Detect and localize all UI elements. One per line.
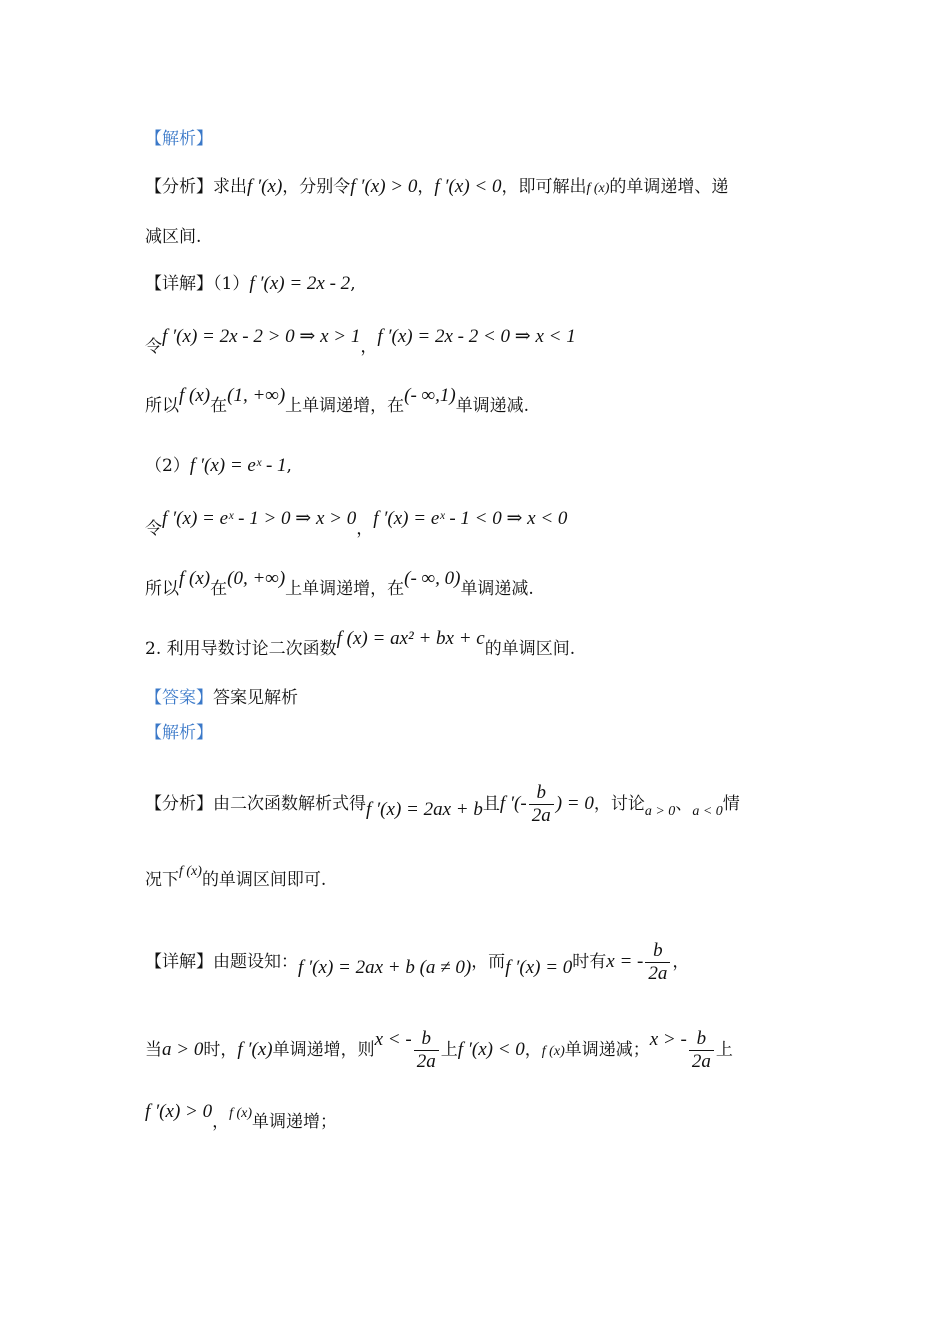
math-expression: f ′(x) = 2x - 2 < 0 ⇒ x < 1: [377, 326, 576, 347]
paragraph-detail-9: [145, 1101, 810, 1136]
math-expression: (- ∞,1): [404, 385, 456, 406]
text: 上: [715, 1040, 733, 1060]
text: 单调递减；: [564, 1040, 650, 1060]
paragraph-detail-2: [145, 326, 810, 359]
text: 当: [145, 1040, 162, 1060]
paragraph-analysis-3: [145, 782, 810, 827]
numerator: b: [653, 940, 663, 961]
math-expression: f ′(x) < 0: [434, 176, 502, 197]
paragraph-analysis-1: [145, 175, 810, 201]
math-expression: (1, +∞): [227, 385, 286, 406]
math-expression: f ′(x) = 2ax + b (a ≠ 0): [298, 957, 472, 978]
paragraph-detail-7: [145, 940, 810, 985]
math-expression: f ′(x) = 0: [505, 957, 573, 978]
text: 所以: [145, 396, 179, 416]
text: 的单调递增、递: [609, 177, 729, 197]
paragraph-detail-5: [145, 508, 810, 541]
math-expression: f ′(x) = 2x - 2 > 0 ⇒ x > 1: [162, 326, 361, 347]
text: 在: [210, 396, 228, 416]
math-expression: f (x): [586, 181, 610, 196]
math-expression: f ′(x) > 0: [350, 176, 418, 197]
math-expression: f ′(x): [237, 1039, 273, 1060]
text: 的单调区间即可.: [201, 870, 327, 890]
math-expression: f ′(x) < 0: [457, 1039, 525, 1060]
text: 【分析】由二次函数解析式得: [145, 794, 366, 814]
text: 令: [145, 337, 162, 357]
section-label-answer: 【答案】: [145, 688, 213, 708]
text: ，: [524, 1040, 542, 1060]
paragraph-analysis-4: [145, 864, 810, 894]
math-expression: f (x) = ax² + bx + c: [336, 628, 485, 649]
math-expression: x = -: [606, 951, 644, 972]
text: ，: [356, 519, 374, 539]
denominator: 2a: [414, 1050, 439, 1073]
paragraph-detail-3: [145, 385, 810, 418]
section-label-analysis-2: 【解析】: [145, 723, 213, 743]
math-expression: a > 0: [162, 1039, 204, 1060]
denominator: 2a: [689, 1050, 714, 1073]
text: 单调递增；: [252, 1112, 338, 1132]
numerator: b: [696, 1028, 707, 1049]
paragraph-detail-1: [145, 272, 810, 296]
text: ，: [360, 337, 378, 357]
text: ,: [286, 456, 292, 476]
text: ，: [212, 1112, 230, 1132]
text: 时，: [203, 1040, 238, 1060]
paragraph-detail-4: [145, 454, 810, 478]
math-expression: f ′(-: [499, 793, 527, 814]
math-expression: a > 0: [644, 804, 676, 819]
text: 【详解】由题设知：: [145, 952, 298, 972]
text: （2）: [145, 456, 190, 476]
math-expression: f (x): [179, 568, 211, 589]
math-expression: f ′(x) = eˣ - 1 < 0 ⇒ x < 0: [373, 508, 568, 529]
text: 2. 利用导数讨论二次函数: [145, 639, 337, 659]
math-expression: f ′(x) = 2ax + b: [366, 799, 483, 820]
paragraph-detail-8: [145, 1028, 810, 1073]
section-label-analysis: 【解析】: [145, 129, 213, 149]
fraction: [645, 940, 670, 985]
text: ，讨论: [593, 794, 645, 814]
math-expression: (- ∞, 0): [404, 568, 461, 589]
text: 令: [145, 519, 162, 539]
text: ，即可解出: [501, 177, 587, 197]
text: 【详解】（1）: [145, 274, 250, 294]
text: 上: [440, 1040, 458, 1060]
text: 且: [482, 794, 500, 814]
fraction: [529, 782, 554, 827]
math-expression: f (x): [179, 864, 202, 879]
math-expression: ) = 0: [555, 793, 594, 814]
text: ，分别令: [282, 177, 351, 197]
text: 所以: [145, 579, 179, 599]
math-expression: f ′(x) = eˣ - 1: [189, 455, 287, 476]
text: ，而: [471, 952, 506, 972]
text: 况下: [145, 870, 179, 890]
numerator: b: [536, 782, 546, 803]
paragraph-analysis-2: 减区间.: [145, 227, 202, 247]
text: ，: [417, 177, 435, 197]
numerator: b: [421, 1028, 431, 1049]
text: 的单调区间.: [484, 639, 576, 659]
math-expression: (0, +∞): [227, 568, 286, 589]
text: ,: [350, 274, 356, 294]
math-expression: f (x): [541, 1044, 565, 1059]
answer-line: [145, 686, 810, 710]
math-expression: f ′(x) > 0: [145, 1101, 213, 1122]
math-expression: f ′(x) = 2x - 2: [249, 273, 351, 294]
text: 、: [675, 794, 693, 814]
math-expression: x > -: [649, 1029, 687, 1050]
answer-text: 答案见解析: [213, 688, 298, 708]
text: ，: [672, 952, 690, 972]
math-expression: f (x): [229, 1106, 253, 1121]
text: 【分析】求出: [145, 177, 247, 197]
paragraph-detail-6: [145, 568, 810, 601]
text: 单调递减.: [455, 396, 530, 416]
text: 上单调递增，在: [285, 579, 405, 599]
text: 在: [210, 579, 228, 599]
denominator: 2a: [529, 804, 554, 827]
text: 情: [722, 794, 740, 814]
text: 上单调递增，在: [285, 396, 405, 416]
math-expression: f ′(x) = eˣ - 1 > 0 ⇒ x > 0: [162, 508, 357, 529]
math-expression: f ′(x): [247, 176, 283, 197]
text: 单调递减.: [460, 579, 534, 599]
denominator: 2a: [645, 962, 670, 985]
fraction: [414, 1028, 439, 1073]
question-2: [145, 628, 810, 661]
text: 时有: [572, 952, 607, 972]
math-expression: f (x): [179, 385, 211, 406]
fraction: [689, 1028, 714, 1073]
text: 单调递增，则: [272, 1040, 375, 1060]
math-expression: a < 0: [692, 804, 723, 819]
math-expression: x < -: [374, 1029, 412, 1050]
